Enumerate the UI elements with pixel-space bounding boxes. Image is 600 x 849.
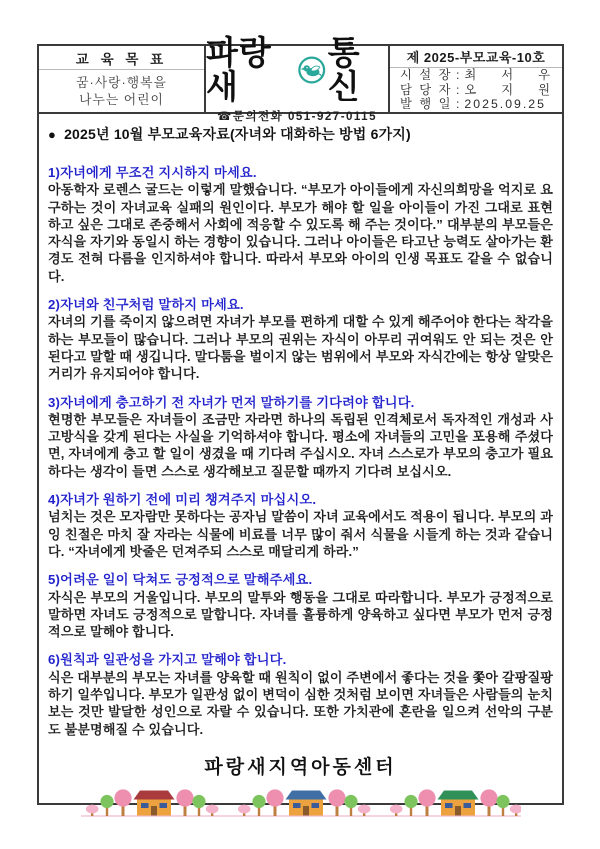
- footer-decoration: [48, 787, 553, 819]
- logo-text-left: 파랑새: [206, 34, 272, 105]
- bluebird-icon: [298, 55, 325, 85]
- section-4-body: 넘치는 것은 모자람만 못하다는 공자님 말씀이 자녀 교육에서도 적용이 됩니다. 부모의 과잉 친절은 마치 잘 자라는 식물에 비료를 너무 많이 줘서 식물을 시들게 하는 것과 같습니다. “자녀에게 밧줄은 던져주되 스스로 매달리게 하라.”: [48, 509, 553, 559]
- newsletter-page: [37, 34, 564, 805]
- section-1: [48, 164, 553, 285]
- info-row-director: 시 설 장 : 최 서 우: [400, 68, 552, 83]
- goal-caption: 교 육 목 표: [39, 46, 204, 70]
- section-1-body: 아동학자 로렌스 굴드는 이렇게 말했습니다. “부모가 아이들에게 자신의희망을 억지로 요구하는 것이 자녀교육 실패의 원인이다. 부모가 해야 할 일을 아이들이 가진 그대로 표현하고 싶은 그대로 존중해서 사회에 적응할 수 있도록 해 주는 것이다.” 대부분의 부모들은 자식을 자기와 동일시 하는 경향이 있습니다. 그러나 아이들은 타고난 능력도 살아가는 환경도 전혀 다름을 인지하셔야 합니다. 따라서 부모와 아이의 인생 목표도 같을 수 없습니다.: [48, 182, 553, 284]
- issue-info-rows: [390, 68, 562, 112]
- section-6-body: 식은 대부분의 부모는 자녀를 양육할 때 원칙이 없이 주변에서 좋다는 것을 쫓아 갈팡질팡하기 일쑤입니다. 부모가 일관성 없이 변덕이 심한 것처럼 보이면 자녀들은 사람들의 눈치 보는 것만 발달한 성인으로 자랄 수 있습니다. 또한 가치관에 혼란을 일으켜 선악의 구분도 불분명해질 수 있습니다.: [48, 669, 553, 737]
- motto-line-2: 나누는 어린이: [79, 92, 164, 107]
- section-4: [48, 491, 553, 560]
- section-3: [48, 394, 553, 480]
- section-4-heading: 4)자녀가 원하기 전에 미리 챙겨주지 마십시오.: [48, 492, 317, 508]
- header-table: [39, 34, 562, 123]
- houses-trees-illustration: [81, 787, 521, 819]
- section-5-heading: 5)어려운 일이 닥쳐도 긍정적으로 말해주세요.: [48, 572, 313, 588]
- section-3-heading: 3)자녀에게 충고하기 전 자녀가 먼저 말하기를 기다려야 합니다.: [48, 394, 415, 410]
- bullet-icon: ●: [48, 127, 57, 142]
- header-goal-cell: [39, 46, 206, 112]
- section-3-body: 현명한 부모들은 자녀들이 조금만 자라면 하나의 독립된 인격체로서 독자적인 개성과 사고방식을 갖게 된다는 사실을 기억하셔야 합니다. 평소에 자녀들의 고민을 포용해 주셨다면, 자녀에게 충고 할 일이 생겼을 때 기다려 주십시오. 자녀 스스로가 부모의 충고가 필요하다는 생각이 들면 스스로 생각해보고 질문할 때까지 기다려 보십시오.: [48, 411, 553, 479]
- goal-motto: [39, 70, 204, 112]
- center-name: 파랑새지역아동센터: [204, 756, 397, 778]
- newsletter-body: [39, 114, 562, 805]
- section-5: [48, 571, 553, 640]
- document-title: [48, 124, 553, 144]
- info-row-issue-date: 발 행 일 : 2025.09.25: [400, 97, 546, 112]
- newsletter-logo: [206, 36, 388, 104]
- section-6-heading: 6)원칙과 일관성을 가지고 말해야 합니다.: [48, 652, 287, 668]
- document-title-text: 2025년 10월 부모교육자료(자녀와 대화하는 방법 6가지): [64, 126, 411, 142]
- info-row-manager: 담 당 자 : 오 지 원: [400, 82, 552, 97]
- header-logo-cell: [206, 34, 390, 123]
- section-1-heading: 1)자녀에게 무조건 지시하지 마세요.: [48, 165, 257, 180]
- contact-phone: ☎문의전화 051-927-0115: [217, 111, 377, 123]
- section-2: [48, 296, 553, 382]
- section-2-body: 자녀의 기를 죽이지 않으려면 자녀가 부모를 편하게 대할 수 있게 해주어야 한다는 착각을 하는 부모들이 많습니다. 그러나 부모의 권위는 자식이 아무리 귀여워도 안 되는 것은 안된다고 말할 때 생깁니다. 말다툼을 벌이지 않는 범위에서 부모와 자식간에는 항상 알맞은 거리가 유지되어야 합니다.: [48, 314, 553, 382]
- motto-line-1: 꿈·사랑·행복을: [76, 75, 167, 90]
- issue-number: 제 2025-부모교육-10호: [390, 46, 562, 68]
- logo-text-right: 통신: [327, 34, 361, 105]
- header-issue-cell: [390, 46, 562, 112]
- section-5-body: 자식은 부모의 거울입니다. 부모의 말투와 행동을 그대로 따라합니다. 부모가 긍정적으로 말하면 자녀도 긍정적으로 말합니다. 자녀를 훌륭하게 양육하고 싶다면 부모가 먼저 긍정적으로 말해야 합니다.: [48, 589, 553, 640]
- section-6: [48, 651, 553, 737]
- section-2-heading: 2)자녀와 친구처럼 말하지 마세요.: [48, 297, 244, 313]
